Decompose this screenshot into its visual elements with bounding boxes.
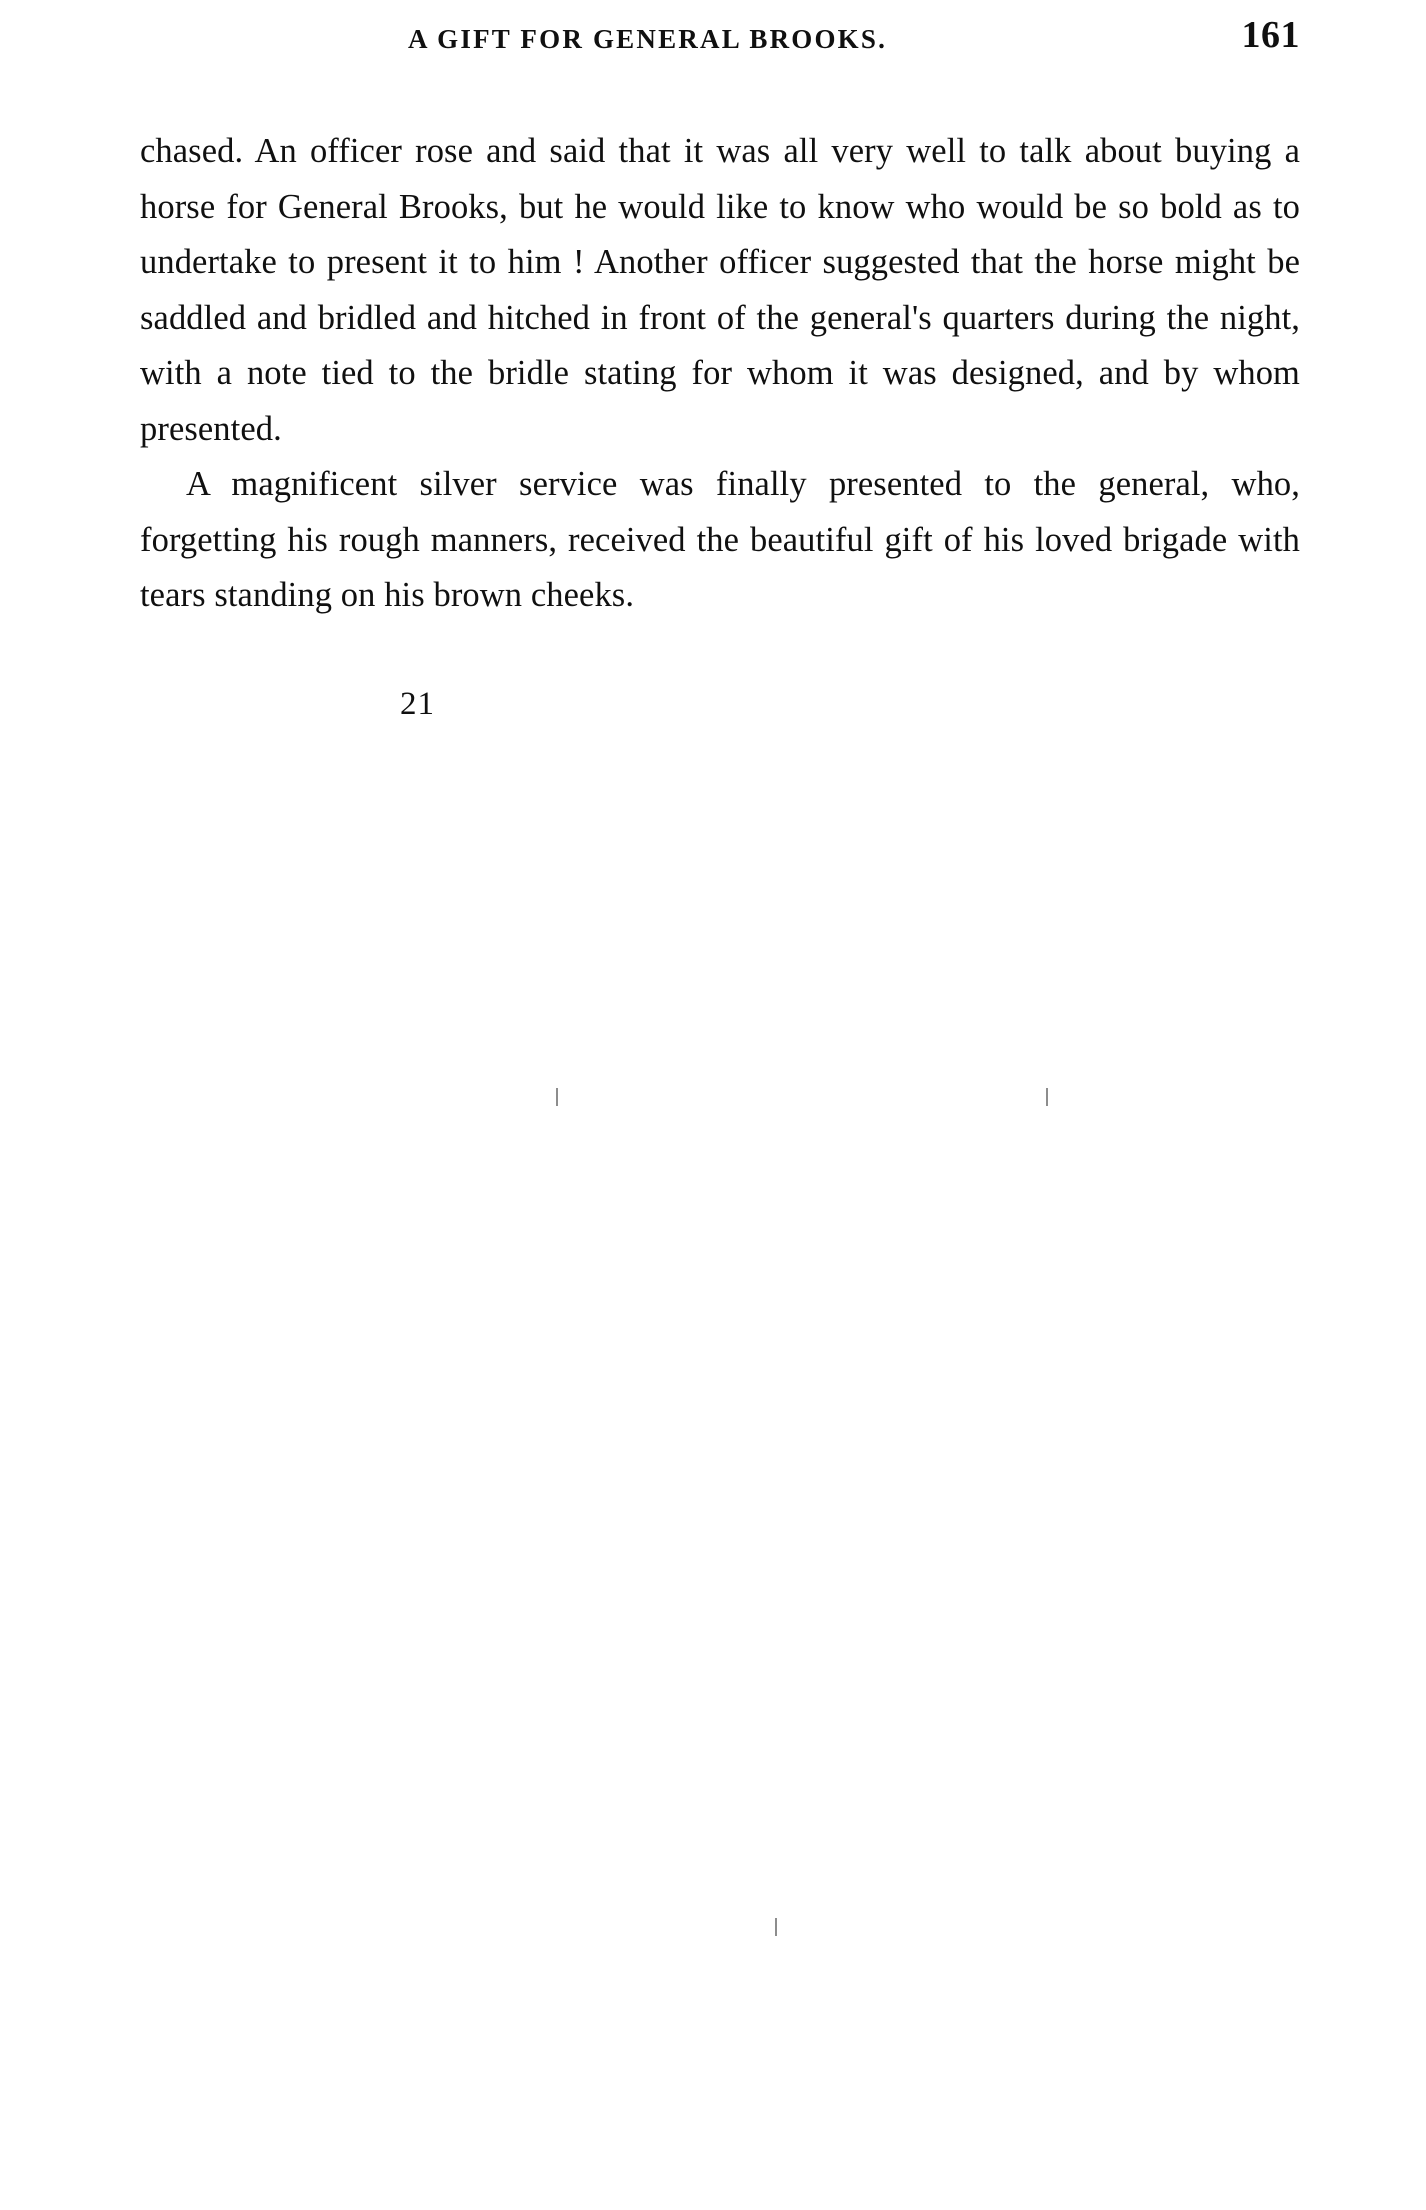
running-head [140,14,1300,88]
paragraph: A magnificent silver service was finally presented to the general, who, forgetting his rough manners, received the beautiful gift of his loved brigade with tears standing on his brown cheeks. [140,465,1300,614]
registration-tick-right [1046,1088,1048,1106]
signature-mark: 21 [400,685,435,722]
running-head-title: A GIFT FOR GENERAL BROOKS. [408,24,888,54]
body-text [140,124,1300,624]
page-content [140,0,1300,723]
registration-tick-bottom [775,1918,777,1936]
paragraph: chased. An officer rose and said that it was all very well to talk about buying a horse for General Brooks, but he would like to know who would be so bold as to undertake to present it to him ! Another officer suggested that the horse might be saddled and bridled and hitched in front of the general's quarters during the night, with a note tied to the bridle stating for whom it was designed, and by whom presented. [140,132,1300,448]
page-number: 161 [1241,14,1300,56]
registration-tick-left [556,1088,558,1106]
